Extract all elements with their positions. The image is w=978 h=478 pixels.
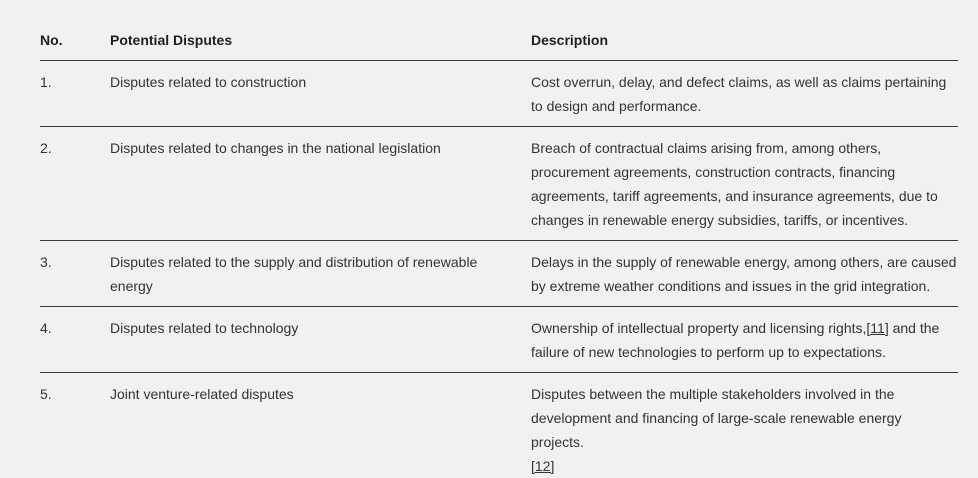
- dispute-description: Breach of contractual claims arising from, among others, procurement agreements, construction contracts, financing agreements, tariff agreements, and insurance agreements, due to changes in renewable energy subsidies, tariffs, or incentives.: [531, 140, 938, 228]
- header-description: Description: [531, 32, 609, 48]
- row-number: 4.: [40, 320, 52, 336]
- dispute-description: Cost overrun, delay, and defect claims, as well as claims pertaining to design and performance.: [531, 74, 947, 114]
- dispute-description: [531, 382, 958, 478]
- disputes-table: [40, 0, 958, 474]
- description-text: and the failure of new technologies to perform up to expectations.: [531, 320, 940, 360]
- dispute-type: Disputes related to technology: [110, 320, 299, 336]
- footnote-link-11[interactable]: [11]: [866, 320, 889, 336]
- table-row: [40, 307, 958, 373]
- table-row: [40, 241, 958, 307]
- row-number: 3.: [40, 254, 52, 270]
- table-row: [40, 61, 958, 127]
- table-row: [40, 127, 958, 241]
- row-number: 1.: [40, 74, 52, 90]
- dispute-type: Disputes related to changes in the national legislation: [110, 140, 441, 156]
- header-potential-disputes: Potential Disputes: [110, 32, 233, 48]
- table-row: [40, 373, 958, 474]
- dispute-description: Delays in the supply of renewable energy, among others, are caused by extreme weather conditions and issues in the grid integration.: [531, 254, 957, 294]
- dispute-type: Joint venture-related disputes: [110, 386, 294, 402]
- header-no: No.: [40, 32, 63, 48]
- dispute-type: Disputes related to construction: [110, 74, 307, 90]
- description-text: Disputes between the multiple stakeholders involved in the development and financing of large-scale renewable energy projects.: [531, 386, 902, 450]
- row-number: 5.: [40, 386, 52, 402]
- footnote-link-12[interactable]: [12]: [531, 458, 555, 474]
- table-header-row: [40, 0, 958, 61]
- dispute-description: [531, 316, 958, 364]
- dispute-type: Disputes related to the supply and distribution of renewable energy: [110, 254, 478, 294]
- description-text: Ownership of intellectual property and licensing rights,: [531, 320, 867, 336]
- row-number: 2.: [40, 140, 52, 156]
